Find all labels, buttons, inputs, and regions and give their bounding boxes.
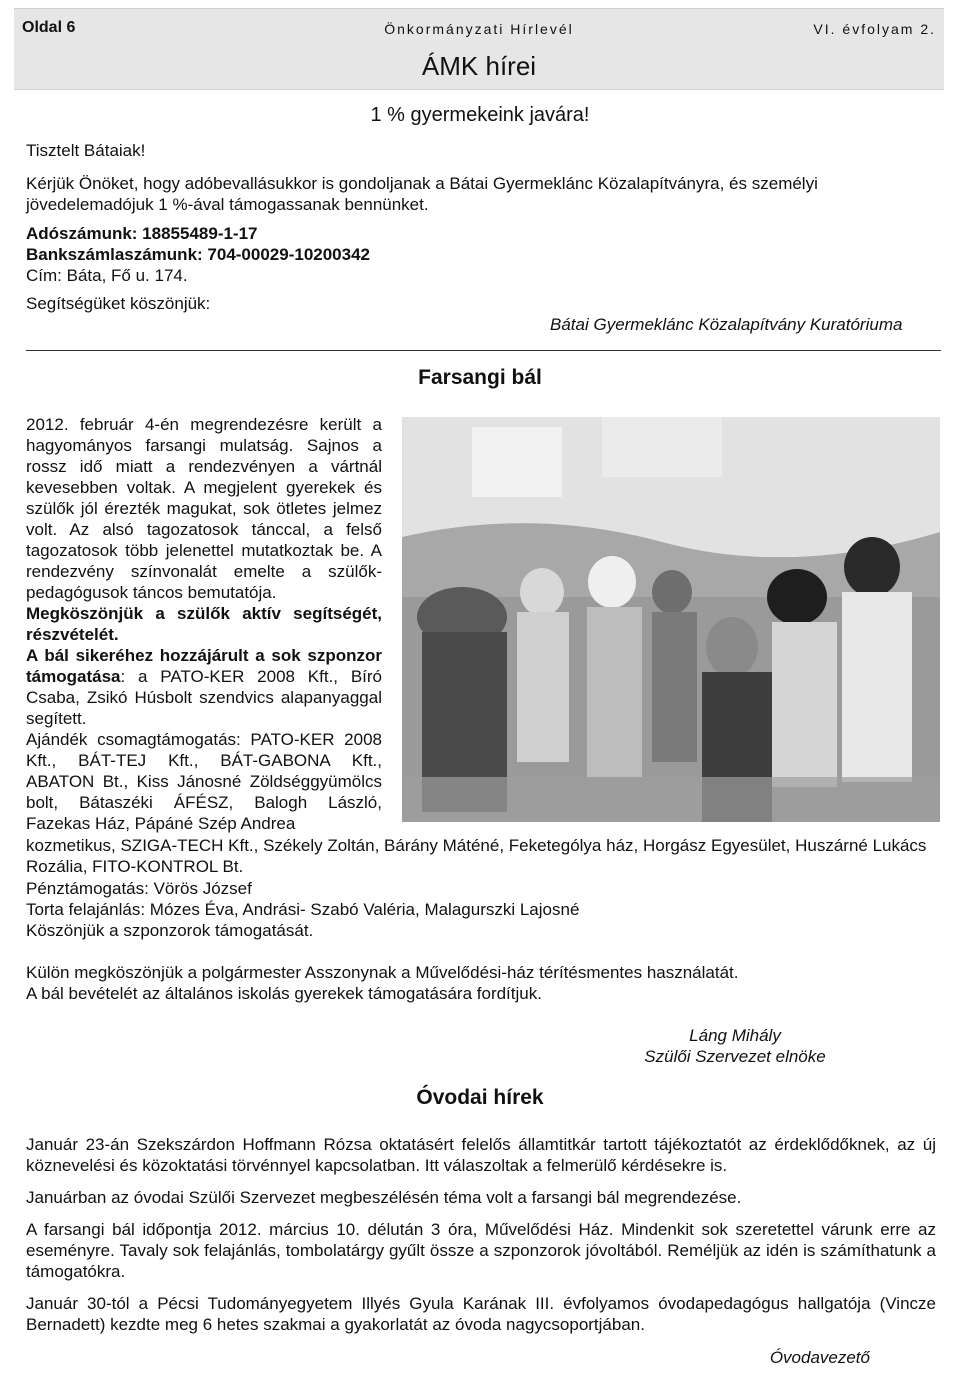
bank-account: Bankszámlaszámunk: 704-00029-10200342 (26, 245, 371, 264)
article-title-kindergarten: Óvodai hírek (416, 1086, 544, 1109)
carnival-photo (402, 417, 940, 822)
mayor-thanks: Külön megköszönjük a polgármester Asszonynak a Művelődési-ház térítésmentes használatát. (26, 963, 739, 982)
tax-number: Adószámunk: 18855489-1-17 (26, 224, 258, 243)
page-number: Oldal 6 (22, 19, 76, 36)
kindergarten-paragraph-1: Január 23-án Szekszárdon Hoffmann Rózsa oktatásért felelős államtitkár tartott tájékoztatót az érdeklődőknek, az új köznevelési és közoktatási törvénnyel kapcsolatban. Itt válaszoltak a felmerülő kérdésekre is. (26, 1135, 936, 1175)
volume-label: VI. évfolyam 2. (813, 21, 936, 37)
carnival-article-column (26, 414, 382, 834)
kindergarten-signature: Óvodavezető (769, 1348, 870, 1367)
tax-request-text: Kérjük Önöket, hogy adóbevallásukkor is gondoljanak a Bátai Gyermeklánc Közalapítványra, és személyi jövedelemadójuk 1 %-ával támogassanak bennünket. (26, 174, 818, 214)
cake-offer: Torta felajánlás: Mózes Éva, Andrási- Szabó Valéria, Malagurszki Lajosné (26, 900, 580, 919)
section-divider (26, 350, 941, 351)
signature-name: Láng Mihály (689, 1026, 781, 1045)
sponsor-thanks: Köszönjük a szponzorok támogatását. (26, 921, 314, 940)
carnival-signature (600, 1025, 870, 1067)
kindergarten-paragraph-3: A farsangi bál időpontja 2012. március 10. délután 3 óra, Művelődési Ház. Mindenkit sok szeretettel várunk erre az eseményre. Tavaly sok felajánlás, tombolatárgy gyűlt össze a szponzorok jóvoltából. Reméljük az idén is számíthatunk a támogatókra. (26, 1220, 936, 1281)
carnival-paragraph: 2012. február 4-én megrendezésre került a hagyományos farsangi mulatság. Sajnos a rossz idő miatt a rendezvényen a vártnál kevesebben voltak. A megjelent gyerekek és szülők jól érezték magukat, sok ötletes jelmez volt. Az alsó tagozatosok tánccal, a felső tagozatosok több jelenettel mutatkoztak be. A rendezvény színvonalát emelte a szülők- pedagógusok táncos bemutatója. (26, 415, 382, 602)
greeting: Tisztelt Bátaiak! (26, 141, 146, 160)
section-title: ÁMK hírei (421, 51, 537, 81)
kindergarten-paragraph-2: Januárban az óvodai Szülői Szervezet megbeszélésén téma volt a farsangi bál megrendezése. (26, 1188, 742, 1207)
sponsor-paragraph (26, 645, 382, 729)
cash-support: Pénztámogatás: Vörös József (26, 879, 252, 898)
gift-package-paragraph: Ajándék csomagtámogatás: PATO-KER 2008 Kft., BÁT-TEJ Kft., BÁT-GABONA Kft., ABATON Bt., Kiss Jánosné Zöldséggyümölcs bolt, Bátaszéki ÁFÉSZ, Balogh László, Fazekas Ház, Pápáné Szép Andrea (26, 730, 382, 833)
parents-thanks: Megköszönjük a szülők aktív segítségét, részvételét. (26, 604, 382, 644)
income-usage: A bál bevételét az általános iskolás gyerekek támogatására fordítjuk. (26, 984, 542, 1003)
address: Cím: Báta, Fő u. 174. (26, 266, 188, 285)
tax-article-body (26, 173, 941, 314)
page-header (14, 8, 944, 90)
carnival-photo-illustration (402, 417, 940, 822)
sponsor-lead: A bál sikeréhez hozzájárult a sok szponzor támogatása (26, 646, 382, 686)
article-title-carnival: Farsangi bál (418, 366, 542, 389)
signature-role: Szülői Szervezet elnöke (644, 1047, 826, 1066)
thanks-text: Segítségüket köszönjük: (26, 294, 211, 313)
publication-name: Önkormányzati Hírlevél (384, 21, 574, 37)
foundation-signature: Bátai Gyermeklánc Közalapítvány Kuratóriuma (550, 315, 903, 334)
article-title-tax: 1 % gyermekeink javára! (370, 104, 590, 126)
sponsor-rest: : a PATO-KER 2008 Kft., Bíró Csaba, Zsikó Húsbolt szendvics alapanyaggal segített. (26, 667, 382, 728)
kindergarten-paragraph-4: Január 30-tól a Pécsi Tudományegyetem Illyés Gyula Karának III. évfolyamos óvodapedagógus hallgatója (Vincze Bernadett) kezdte meg 6 hetes szakmai a gyakorlatát az óvoda nagycsoportjában. (26, 1294, 936, 1334)
gift-package-continued: kozmetikus, SZIGA-TECH Kft., Székely Zoltán, Bárány Máténé, Feketególya ház, Horgász Egyesület, Huszárné Lukács Rozália, FITO-KONTROL Bt. (26, 836, 927, 876)
